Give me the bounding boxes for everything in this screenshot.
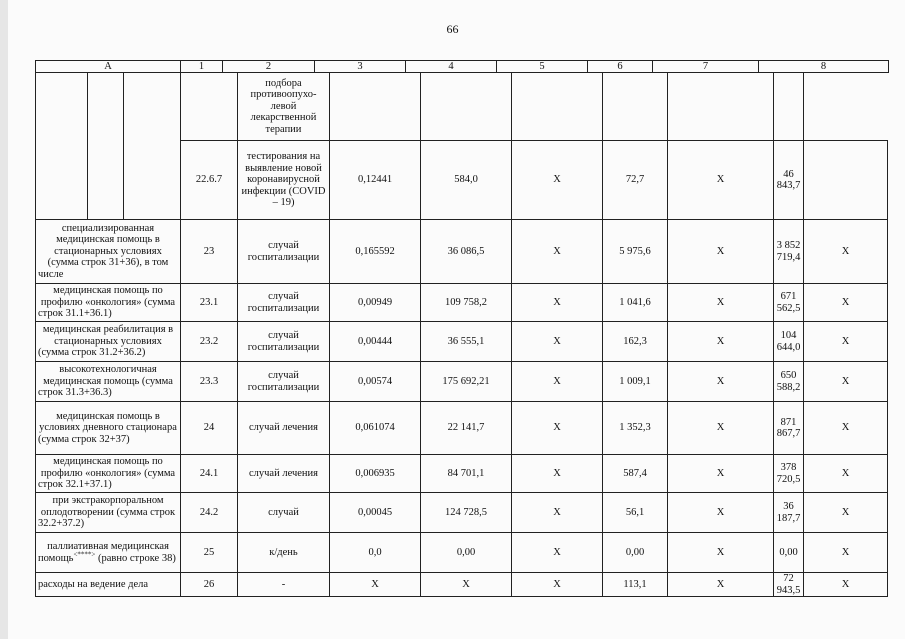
header-cell: 5	[497, 61, 588, 73]
value-cell: 0,061074	[330, 402, 421, 455]
value-cell: 113,1	[603, 573, 668, 597]
row-name: медицинская реабилитация в стационарных условиях (сумма строк 31.2+36.2)	[36, 322, 181, 362]
unit-cell: случай госпитализации	[238, 362, 330, 402]
table-row	[36, 573, 888, 597]
page-number: 66	[446, 22, 459, 36]
value-cell: 671 562,5	[774, 284, 804, 322]
value-cell: 587,4	[603, 455, 668, 493]
value-cell: Х	[804, 533, 888, 573]
value-cell: Х	[804, 493, 888, 533]
row-name: медицинская помощь по профилю «онкология» (сумма строк 32.1+37.1)	[36, 455, 181, 493]
value-cell: Х	[512, 220, 603, 284]
value-cell: 0,00	[774, 533, 804, 573]
value-cell: Х	[804, 402, 888, 455]
row-name: медицинская помощь по профилю «онкология» (сумма строк 31.1+36.1)	[36, 284, 181, 322]
value-cell: Х	[668, 573, 774, 597]
row-code: 26	[181, 573, 238, 597]
empty-cell	[774, 73, 804, 141]
table-row	[36, 533, 888, 573]
value-cell: Х	[668, 533, 774, 573]
value-cell: Х	[668, 455, 774, 493]
value-cell: Х	[804, 455, 888, 493]
value-cell: 0,00045	[330, 493, 421, 533]
table-row	[36, 220, 888, 284]
empty-cell	[668, 73, 774, 141]
table-row	[36, 322, 888, 362]
value-cell: 1 041,6	[603, 284, 668, 322]
row-name: медицинская помощь в условиях дневного стационара (сумма строк 32+37)	[36, 402, 181, 455]
value-cell	[804, 141, 888, 220]
value-cell: Х	[668, 220, 774, 284]
value-cell: Х	[512, 573, 603, 597]
value-cell: Х	[804, 284, 888, 322]
empty-cell	[512, 73, 603, 141]
empty-cell	[181, 73, 238, 141]
value-cell: 175 692,21	[421, 362, 512, 402]
unit-cell: случай госпитализации	[238, 220, 330, 284]
row-code: 25	[181, 533, 238, 573]
header-cell: 8	[759, 61, 889, 73]
value-cell: 124 728,5	[421, 493, 512, 533]
unit-cell: случай госпитализации	[238, 322, 330, 362]
value-cell: 22 141,7	[421, 402, 512, 455]
header-cell: 6	[588, 61, 653, 73]
value-cell: Х	[668, 322, 774, 362]
empty-cell	[421, 73, 512, 141]
value-cell: 56,1	[603, 493, 668, 533]
row-code: 23.2	[181, 322, 238, 362]
unit-cell: случай лечения	[238, 402, 330, 455]
header-row	[36, 61, 889, 73]
row-code: 23.1	[181, 284, 238, 322]
header-cell: 1	[181, 61, 223, 73]
empty-cell	[124, 73, 181, 220]
footnote-mark: <****>	[73, 550, 96, 558]
row-name: высокотехнологичная медицинская помощь (сумма строк 31.3+36.3)	[36, 362, 181, 402]
value-cell: Х	[804, 362, 888, 402]
value-cell: Х	[512, 141, 603, 220]
table-row	[36, 362, 888, 402]
value-cell: 72,7	[603, 141, 668, 220]
table-row	[36, 455, 888, 493]
header-cell: 7	[653, 61, 759, 73]
value-cell: Х	[668, 402, 774, 455]
value-cell: 0,0	[330, 533, 421, 573]
value-cell: 109 758,2	[421, 284, 512, 322]
unit-cell: тестирования на выявление новой коронавирусной инфекции (COVID – 19)	[238, 141, 330, 220]
header-cell: А	[36, 61, 181, 73]
row-code: 22.6.7	[181, 141, 238, 220]
empty-cell	[330, 73, 421, 141]
value-cell: Х	[668, 362, 774, 402]
value-cell: 162,3	[603, 322, 668, 362]
row-name: расходы на ведение дела	[36, 573, 181, 597]
value-cell: 36 555,1	[421, 322, 512, 362]
value-cell: 650 588,2	[774, 362, 804, 402]
scan-edge	[0, 0, 8, 639]
value-cell: 584,0	[421, 141, 512, 220]
value-cell: Х	[512, 322, 603, 362]
value-cell: 72 943,5	[774, 573, 804, 597]
value-cell: Х	[330, 573, 421, 597]
data-table-body	[35, 72, 888, 597]
empty-cell	[88, 73, 124, 220]
value-cell: 104 644,0	[774, 322, 804, 362]
value-cell: Х	[804, 220, 888, 284]
value-cell: Х	[804, 322, 888, 362]
value-cell: Х	[512, 362, 603, 402]
value-cell: Х	[512, 402, 603, 455]
value-cell: 0,00949	[330, 284, 421, 322]
unit-cell: случай лечения	[238, 455, 330, 493]
table-row	[36, 493, 888, 533]
table-row	[36, 284, 888, 322]
table-row	[36, 73, 888, 141]
value-cell: 0,00574	[330, 362, 421, 402]
value-cell: 5 975,6	[603, 220, 668, 284]
row-code: 24.1	[181, 455, 238, 493]
value-cell: Х	[512, 493, 603, 533]
table-row	[36, 402, 888, 455]
value-cell: Х	[512, 455, 603, 493]
header-cell: 3	[315, 61, 406, 73]
value-cell: 1 352,3	[603, 402, 668, 455]
value-cell: 0,12441	[330, 141, 421, 220]
unit-cell: подбора противоопухо-левой лекарственной терапии	[238, 73, 330, 141]
value-cell: Х	[668, 141, 774, 220]
value-cell: 0,00444	[330, 322, 421, 362]
value-cell: Х	[804, 573, 888, 597]
header-cell: 2	[223, 61, 315, 73]
row-name-tail: (равно строке 38)	[95, 552, 176, 564]
row-name	[36, 533, 181, 573]
value-cell: Х	[668, 493, 774, 533]
value-cell: 0,165592	[330, 220, 421, 284]
row-name: при экстракорпоральном оплодотворении (сумма строк 32.2+37.2)	[36, 493, 181, 533]
row-code: 24	[181, 402, 238, 455]
unit-cell: к/день	[238, 533, 330, 573]
unit-cell: -	[238, 573, 330, 597]
value-cell: Х	[512, 284, 603, 322]
row-code: 23	[181, 220, 238, 284]
unit-cell: случай	[238, 493, 330, 533]
value-cell: 3 852 719,4	[774, 220, 804, 284]
value-cell: 0,00	[603, 533, 668, 573]
value-cell: 871 867,7	[774, 402, 804, 455]
value-cell: 0,00	[421, 533, 512, 573]
value-cell: 46 843,7	[774, 141, 804, 220]
value-cell: 36 086,5	[421, 220, 512, 284]
header-cell: 4	[406, 61, 497, 73]
row-name-text: паллиативная медицинская помощь	[38, 541, 169, 564]
value-cell: 36 187,7	[774, 493, 804, 533]
value-cell: Х	[421, 573, 512, 597]
unit-cell: случай госпитализации	[238, 284, 330, 322]
row-code: 23.3	[181, 362, 238, 402]
value-cell: 84 701,1	[421, 455, 512, 493]
row-code: 24.2	[181, 493, 238, 533]
value-cell: 378 720,5	[774, 455, 804, 493]
row-name: специализированная медицинская помощь в стационарных условиях (сумма строк 31+36), в том числе	[36, 220, 181, 284]
empty-cell	[36, 73, 88, 220]
value-cell: Х	[668, 284, 774, 322]
empty-cell	[603, 73, 668, 141]
value-cell: 0,006935	[330, 455, 421, 493]
value-cell: 1 009,1	[603, 362, 668, 402]
value-cell: Х	[512, 533, 603, 573]
